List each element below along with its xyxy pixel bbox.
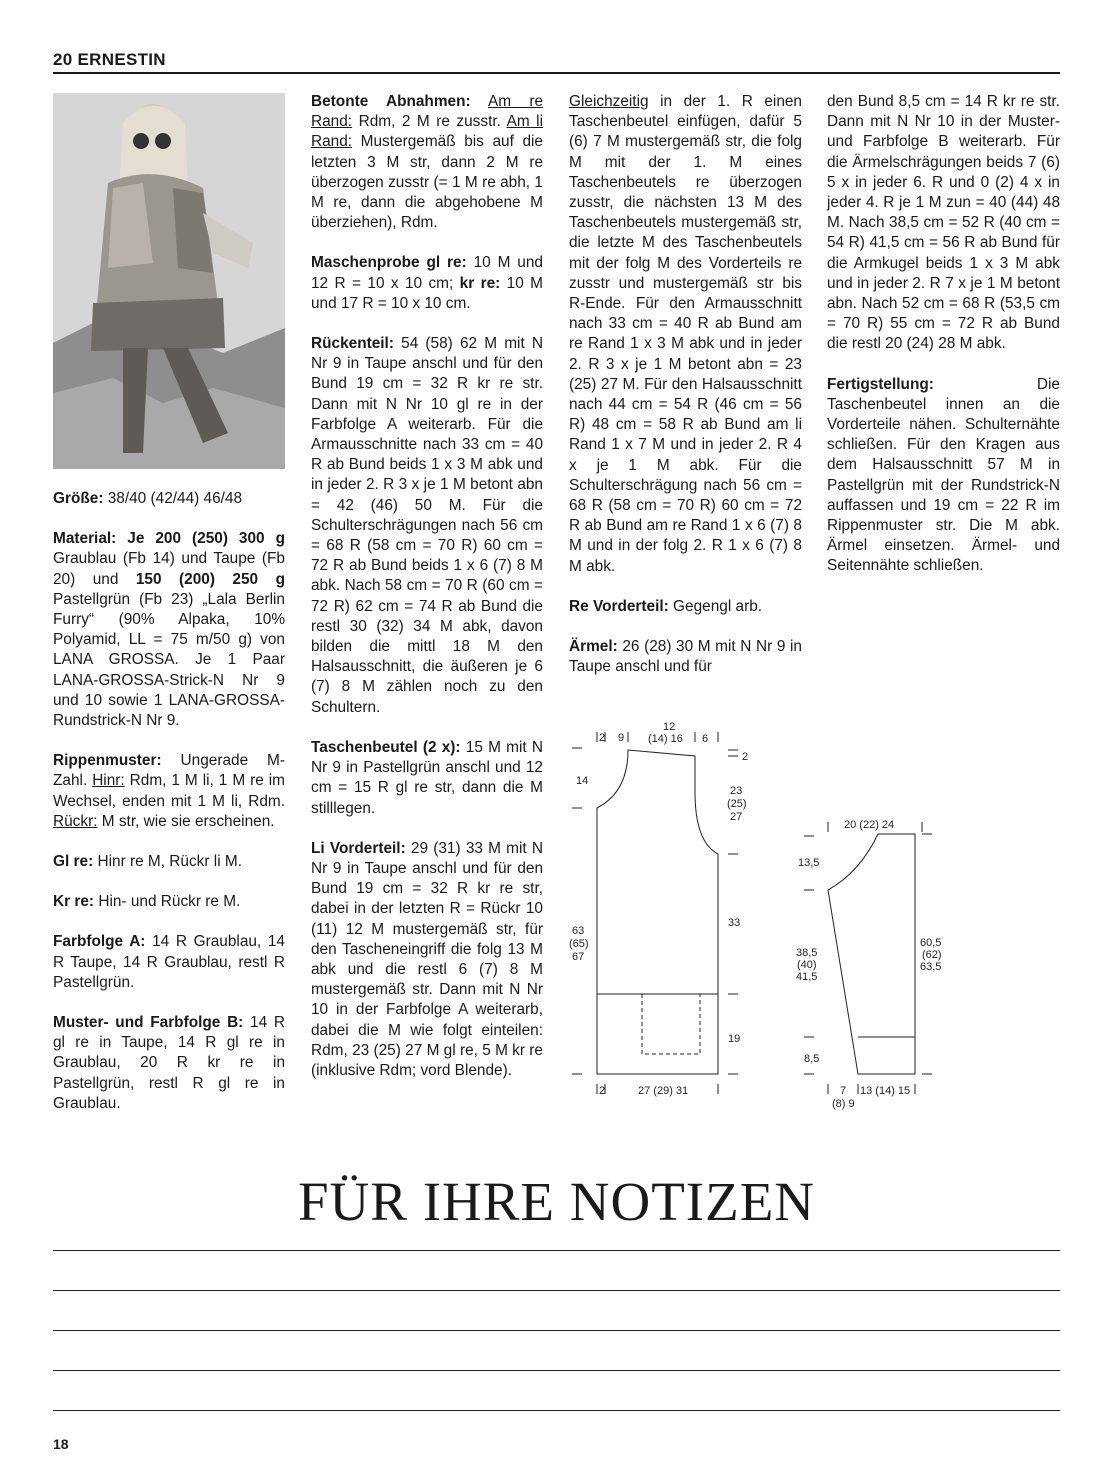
back-paragraph: Rückenteil: 54 (58) 62 M mit N Nr 9 in Taupe anschl und für den Bund 19 cm = 32 R kr re str. Dann mit N Nr 10 gl re in der Farbfolge A weiterarb. Für die Armausschnitte nach 33 cm = 40 R ab Bund beids 1 x 3 M abk und in jeder 2. R 3 x je 1 M betont abn = 42 (46) 50 M. Für die Schulterschrägungen nach 56 cm = 68 R (58 cm = 70 R) 60 cm = 72 R ab Bund beids 1 x 6 (7) 8 M abk. Nach 58 cm = 70 R (60 cm = 72 R) 62 cm = 74 R ab Bund die restl 30 (32) 34 M abk, davon bilden die mittl 18 M den Halsausschnitt, die äußeren je 6 (7) 8 M zählen noch zu den Schultern. (311, 335, 543, 716)
decrease-paragraph: Betonte Abnahmen: Am re Rand: Rdm, 2 M re zusstr. Am li Rand: Mustergemäß bis auf die letzten 3 M str, dann 2 M re überzogen zusstr (= 1 M re abh, 1 M re, dann die abgehobene M überziehen), Rdm. (311, 93, 544, 232)
rib-pattern-paragraph: Rippenmuster: Ungerade M-Zahl. Hinr: Rdm, 1 M li, 1 M re im Wechsel, enden mit 1 M li, Rdm. Rückr: M str, wie sie erscheinen. (53, 752, 285, 830)
finishing-paragraph: Fertigstellung: Die Taschenbeutel innen an die Vorderteile nähen. Schulternähte schließen. Für den Kragen aus dem Halsausschnitt 57 M in Pastellgrün mit der Rundstrick-N auffassen und 19 cm = 22 R im Rippenmuster str. Die M abk. Ärmel einsetzen. Ärmel- und Seitennähte schließen. (827, 375, 1060, 575)
stockinette-paragraph: Gl re: Hinr re M, Rückr li M. (53, 853, 242, 871)
note-line (53, 1250, 1060, 1251)
label-front-left-14: 14 (576, 775, 589, 787)
label-front-top-2: 2 (599, 732, 606, 744)
model-photo (53, 93, 285, 469)
label-front-bottom-27: 27 (29) 31 (638, 1085, 689, 1097)
label-front-top-12: 12 (663, 721, 676, 733)
material-paragraph: Material: Je 200 (250) 300 g Graublau (Fb 14) und Taupe (Fb 20) und 150 (200) 250 g Pastellgrün (Fb 23) „Lala Berlin Furry“ (90% Alpaka, 10% Polyamid, LL = 75 m/50 g) von LANA GROSSA. Je 1 Paar LANA-GROSSA-Strick-N Nr 9 und 10 sowie 1 LANA-GROSSA-Rundstrick-N Nr 9. (53, 530, 285, 730)
label-front-left-63: 63 (572, 925, 585, 937)
label-sleeve-left-41-5: 41,5 (796, 971, 818, 983)
left-front-continued-paragraph: Gleichzeitig in der 1. R einen Taschenbeutel einfügen, dafür 5 (6) 7 M mustergemäß str, die folg M mit der 1. M eines Taschenbeutels re überzogen zusstr, die nächsten 13 M des Taschenbeutels mustergemäß str, die letzte M des Taschenbeutels mit der folg M des Vorderteils re zusstr und mustergemäß str bis R-Ende. Für den Armausschnitt nach 33 cm = 40 R ab Bund am re Rand 1 x 3 M abk und in jeder 2. R 3 x je 1 M betont abn = 23 (25) 27 M. Für den Halsausschnitt nach 44 cm = 54 R (46 cm = 56 R) 48 cm = 58 R ab Bund am li Rand 1 x 7 M und in jeder 2. R 4 x je 1 M abk. Für die Schulterschrägung nach 56 cm = 68 R (58 cm = 70 R) 60 cm = 72 R ab Bund am re Rand 1 x 6 (7) 8 M und in der folg 2. R 1 x 6 (7) 8 M abk. (569, 93, 802, 575)
label-sleeve-bottom-7: 7 (840, 1085, 847, 1097)
size-paragraph: Größe: 38/40 (42/44) 46/48 (53, 490, 243, 507)
label-front-right-27: 27 (730, 811, 743, 823)
text-column-4 (827, 92, 1060, 597)
pattern-title: 20 ERNESTIN (53, 50, 166, 69)
model-photo-illustration (53, 93, 285, 469)
sleeve-paragraph: Ärmel: 26 (28) 30 M mit N Nr 9 in Taupe anschl und für (569, 638, 802, 676)
note-line (53, 1410, 1060, 1411)
label-front-right-19: 19 (728, 1033, 741, 1045)
label-front-top-6: 6 (702, 733, 709, 745)
schematic-svg (560, 712, 960, 1122)
label-front-right-25: (25) (727, 798, 747, 810)
label-sleeve-bottom-8-9: (8) 9 (832, 1098, 855, 1110)
color-sequence-b-paragraph: Muster- und Farbfolge B: 14 R gl re in Taupe, 14 R gl re in Graublau, 20 R kr re in Pastellgrün, restl R gl re in Graublau. (53, 1014, 285, 1112)
garter-paragraph: Kr re: Hin- und Rückr re M. (53, 893, 241, 911)
label-sleeve-left-38-5: 38,5 (796, 947, 818, 959)
label-front-bottom-2: 2 (599, 1085, 606, 1097)
note-line (53, 1290, 1060, 1291)
label-sleeve-bottom-13: 13 (14) 15 (860, 1085, 911, 1097)
label-sleeve-top: 20 (22) 24 (844, 819, 895, 831)
note-line (53, 1330, 1060, 1331)
label-front-top-14-16: (14) 16 (648, 733, 683, 745)
gauge-paragraph: Maschenprobe gl re: 10 M und 12 R = 10 x 10 cm; kr re: 10 M und 17 R = 10 x 10 cm. (311, 254, 543, 312)
notes-title: FÜR IHRE NOTIZEN (297, 1171, 816, 1232)
label-front-right-33: 33 (728, 917, 741, 929)
front-outline (597, 750, 718, 1074)
note-line (53, 1370, 1060, 1371)
label-front-right-23: 23 (730, 785, 743, 797)
schematic-diagram (560, 712, 960, 1122)
label-front-top-9: 9 (618, 732, 625, 744)
label-sleeve-right-62: (62) (922, 949, 942, 961)
label-sleeve-right-60-5: 60,5 (920, 937, 942, 949)
label-sleeve-left-40: (40) (797, 959, 817, 971)
label-sleeve-left-8-5: 8,5 (804, 1053, 820, 1065)
left-front-paragraph: Li Vorderteil: 29 (31) 33 M mit N Nr 9 in Taupe anschl und für den Bund 19 cm = 32 R kr re str, dabei in der letzten R = Rückr 10 (11) 12 M mustergemäß str, für den Tascheneingriff die folg 13 M abk und die restl 6 (7) 8 M mustergemäß str. Dann mit N Nr 10 in der Farbfolge A weiterarb, dabei die M wie folgt einteilen: Rdm, 23 (25) 27 M gl re, 5 M kr re (inklusive Rdm; vord Blende). (311, 839, 544, 1079)
pocket-outline (642, 994, 700, 1054)
label-sleeve-right-63-5: 63,5 (920, 961, 942, 973)
page-number: 18 (53, 1436, 69, 1452)
text-column-3 (569, 92, 802, 697)
sleeve-continued-paragraph: den Bund 8,5 cm = 14 R kr re str. Dann mit N Nr 10 in der Muster- und Farbfolge B weiterarb. Für die Ärmelschrägungen beids 7 (6) 5 x in jeder 6. R und 0 (2) 4 x in jeder 4. R je 1 M zun = 40 (44) 48 M. Nach 38,5 cm = 52 R (40 cm = 54 R) 41,5 cm = 56 R ab Bund für die Armkugel beids 1 x 3 M abk und in jeder 2. R 7 x je 1 M betont abn. Nach 52 cm = 68 R (53,5 cm = 70 R) 55 cm = 72 R ab Bund die restl 20 (24) 28 M abk. (827, 93, 1060, 353)
label-front-left-67: 67 (572, 951, 585, 963)
text-column-2 (311, 92, 543, 1101)
color-sequence-a-paragraph: Farbfolge A: 14 R Graublau, 14 R Taupe, 14 R Graublau, restl R Pastellgrün. (53, 933, 285, 991)
label-front-left-65: (65) (569, 938, 589, 950)
label-front-right-2: 2 (742, 751, 749, 763)
text-column-1 (53, 489, 285, 1134)
label-sleeve-left-13-5: 13,5 (798, 857, 820, 869)
right-front-paragraph: Re Vorderteil: Gegengl arb. (569, 597, 763, 615)
page-header (53, 50, 1060, 74)
sleeve-outline (828, 834, 915, 1074)
pocket-paragraph: Taschenbeutel (2 x): 15 M mit N Nr 9 in Pastellgrün anschl und 12 cm = 15 R gl re str, dann die M stilllegen. (311, 738, 543, 817)
